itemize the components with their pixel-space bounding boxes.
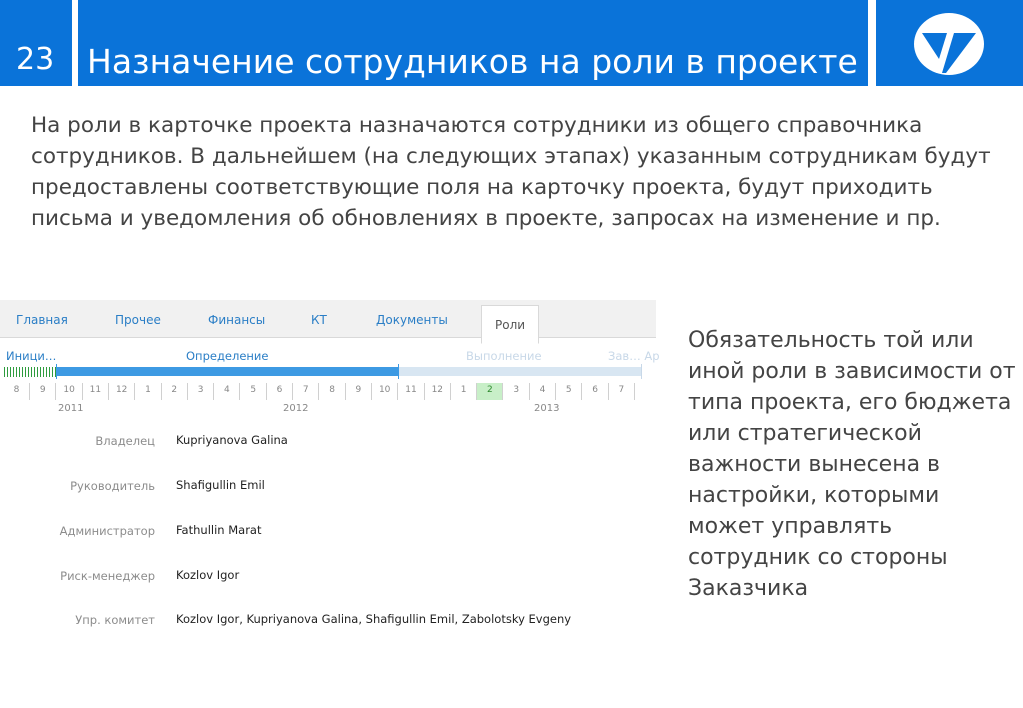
role-value-steering-committee[interactable]: Kozlov Igor, Kupriyanova Galina, Shafigullin Emil, Zabolotsky Evgeny: [176, 612, 572, 626]
tab-kt[interactable]: КТ: [311, 313, 327, 327]
phase-labels: [0, 349, 660, 365]
year-label: 2012: [283, 403, 309, 414]
month-cell: 9: [346, 383, 372, 400]
phase-completion[interactable]: Зав… Ар: [608, 349, 660, 363]
month-cell: 12: [425, 383, 451, 400]
company-logo-icon: [909, 11, 989, 77]
month-cell: 11: [83, 383, 109, 400]
tab-finance[interactable]: Финансы: [208, 313, 266, 327]
month-cell: 12: [109, 383, 135, 400]
month-cell: 7: [609, 383, 635, 400]
timeline-marker: [641, 364, 642, 379]
month-cell: 3: [504, 383, 530, 400]
logo-area: [876, 0, 1023, 86]
month-cell: 8: [320, 383, 346, 400]
timeline-bar-future: [398, 367, 642, 376]
project-card-panel: [0, 300, 660, 640]
timeline-bar-initiation: [4, 367, 56, 377]
tab-roles[interactable]: Роли: [481, 305, 539, 344]
timeline-marker: [398, 364, 399, 379]
month-cell: 5: [556, 383, 582, 400]
month-cell: 6: [267, 383, 293, 400]
year-label: 2013: [534, 403, 560, 414]
month-cell: 3: [188, 383, 214, 400]
phase-definition[interactable]: Определение: [186, 349, 269, 363]
role-value-manager[interactable]: Shafigullin Emil: [176, 478, 265, 492]
role-value-administrator[interactable]: Fathullin Marat: [176, 523, 262, 537]
tab-main[interactable]: Главная: [16, 313, 68, 327]
month-cell: 9: [30, 383, 56, 400]
role-value-risk-manager[interactable]: Kozlov Igor: [176, 568, 240, 582]
tab-bar: [0, 300, 656, 338]
month-cell: 2: [162, 383, 188, 400]
year-label: 2011: [58, 403, 84, 414]
month-cell: 10: [57, 383, 83, 400]
month-cell: 1: [451, 383, 477, 400]
month-cell: 6: [583, 383, 609, 400]
timeline-marker: [56, 364, 57, 379]
role-label-risk-manager: Риск-менеджер: [60, 569, 155, 583]
month-cell: 10: [372, 383, 398, 400]
month-cell: 7: [293, 383, 319, 400]
slide-number: 23: [0, 0, 72, 86]
tab-other[interactable]: Прочее: [115, 313, 161, 327]
phase-initiation[interactable]: Иници…: [6, 349, 57, 363]
side-note: Обязательность той или иной роли в зависимости от типа проекта, его бюджета или стратегической важности вынесена в настройки, которыми может управлять сотрудник со стороны Заказчика: [688, 328, 1016, 601]
role-label-owner: Владелец: [95, 434, 155, 448]
month-cell: 2: [477, 383, 503, 400]
month-cell: 5: [241, 383, 267, 400]
timeline-months: [4, 383, 644, 400]
month-cell: 4: [214, 383, 240, 400]
month-cell: 1: [136, 383, 162, 400]
role-label-steering-committee: Упр. комитет: [75, 613, 155, 627]
slide-title: Назначение сотрудников на роли в проекте: [78, 0, 868, 86]
role-label-manager: Руководитель: [70, 479, 155, 493]
phase-execution[interactable]: Выполнение: [466, 349, 542, 363]
role-label-administrator: Администратор: [59, 524, 155, 538]
month-cell: 8: [4, 383, 30, 400]
timeline-bar-definition: [56, 367, 398, 376]
month-cell: 11: [399, 383, 425, 400]
tab-documents[interactable]: Документы: [376, 313, 448, 327]
intro-text: На роли в карточке проекта назначаются сотрудники из общего справочника сотрудников. В дальнейшем (на следующих этапах) указанным сотрудникам будут предоставлены соответствующие поля на карточку проекта, будут приходить письма и уведомления об обновлениях в проекте, запросах на изменение и пр.: [31, 113, 991, 231]
role-value-owner[interactable]: Kupriyanova Galina: [176, 433, 288, 447]
month-cell: 4: [530, 383, 556, 400]
